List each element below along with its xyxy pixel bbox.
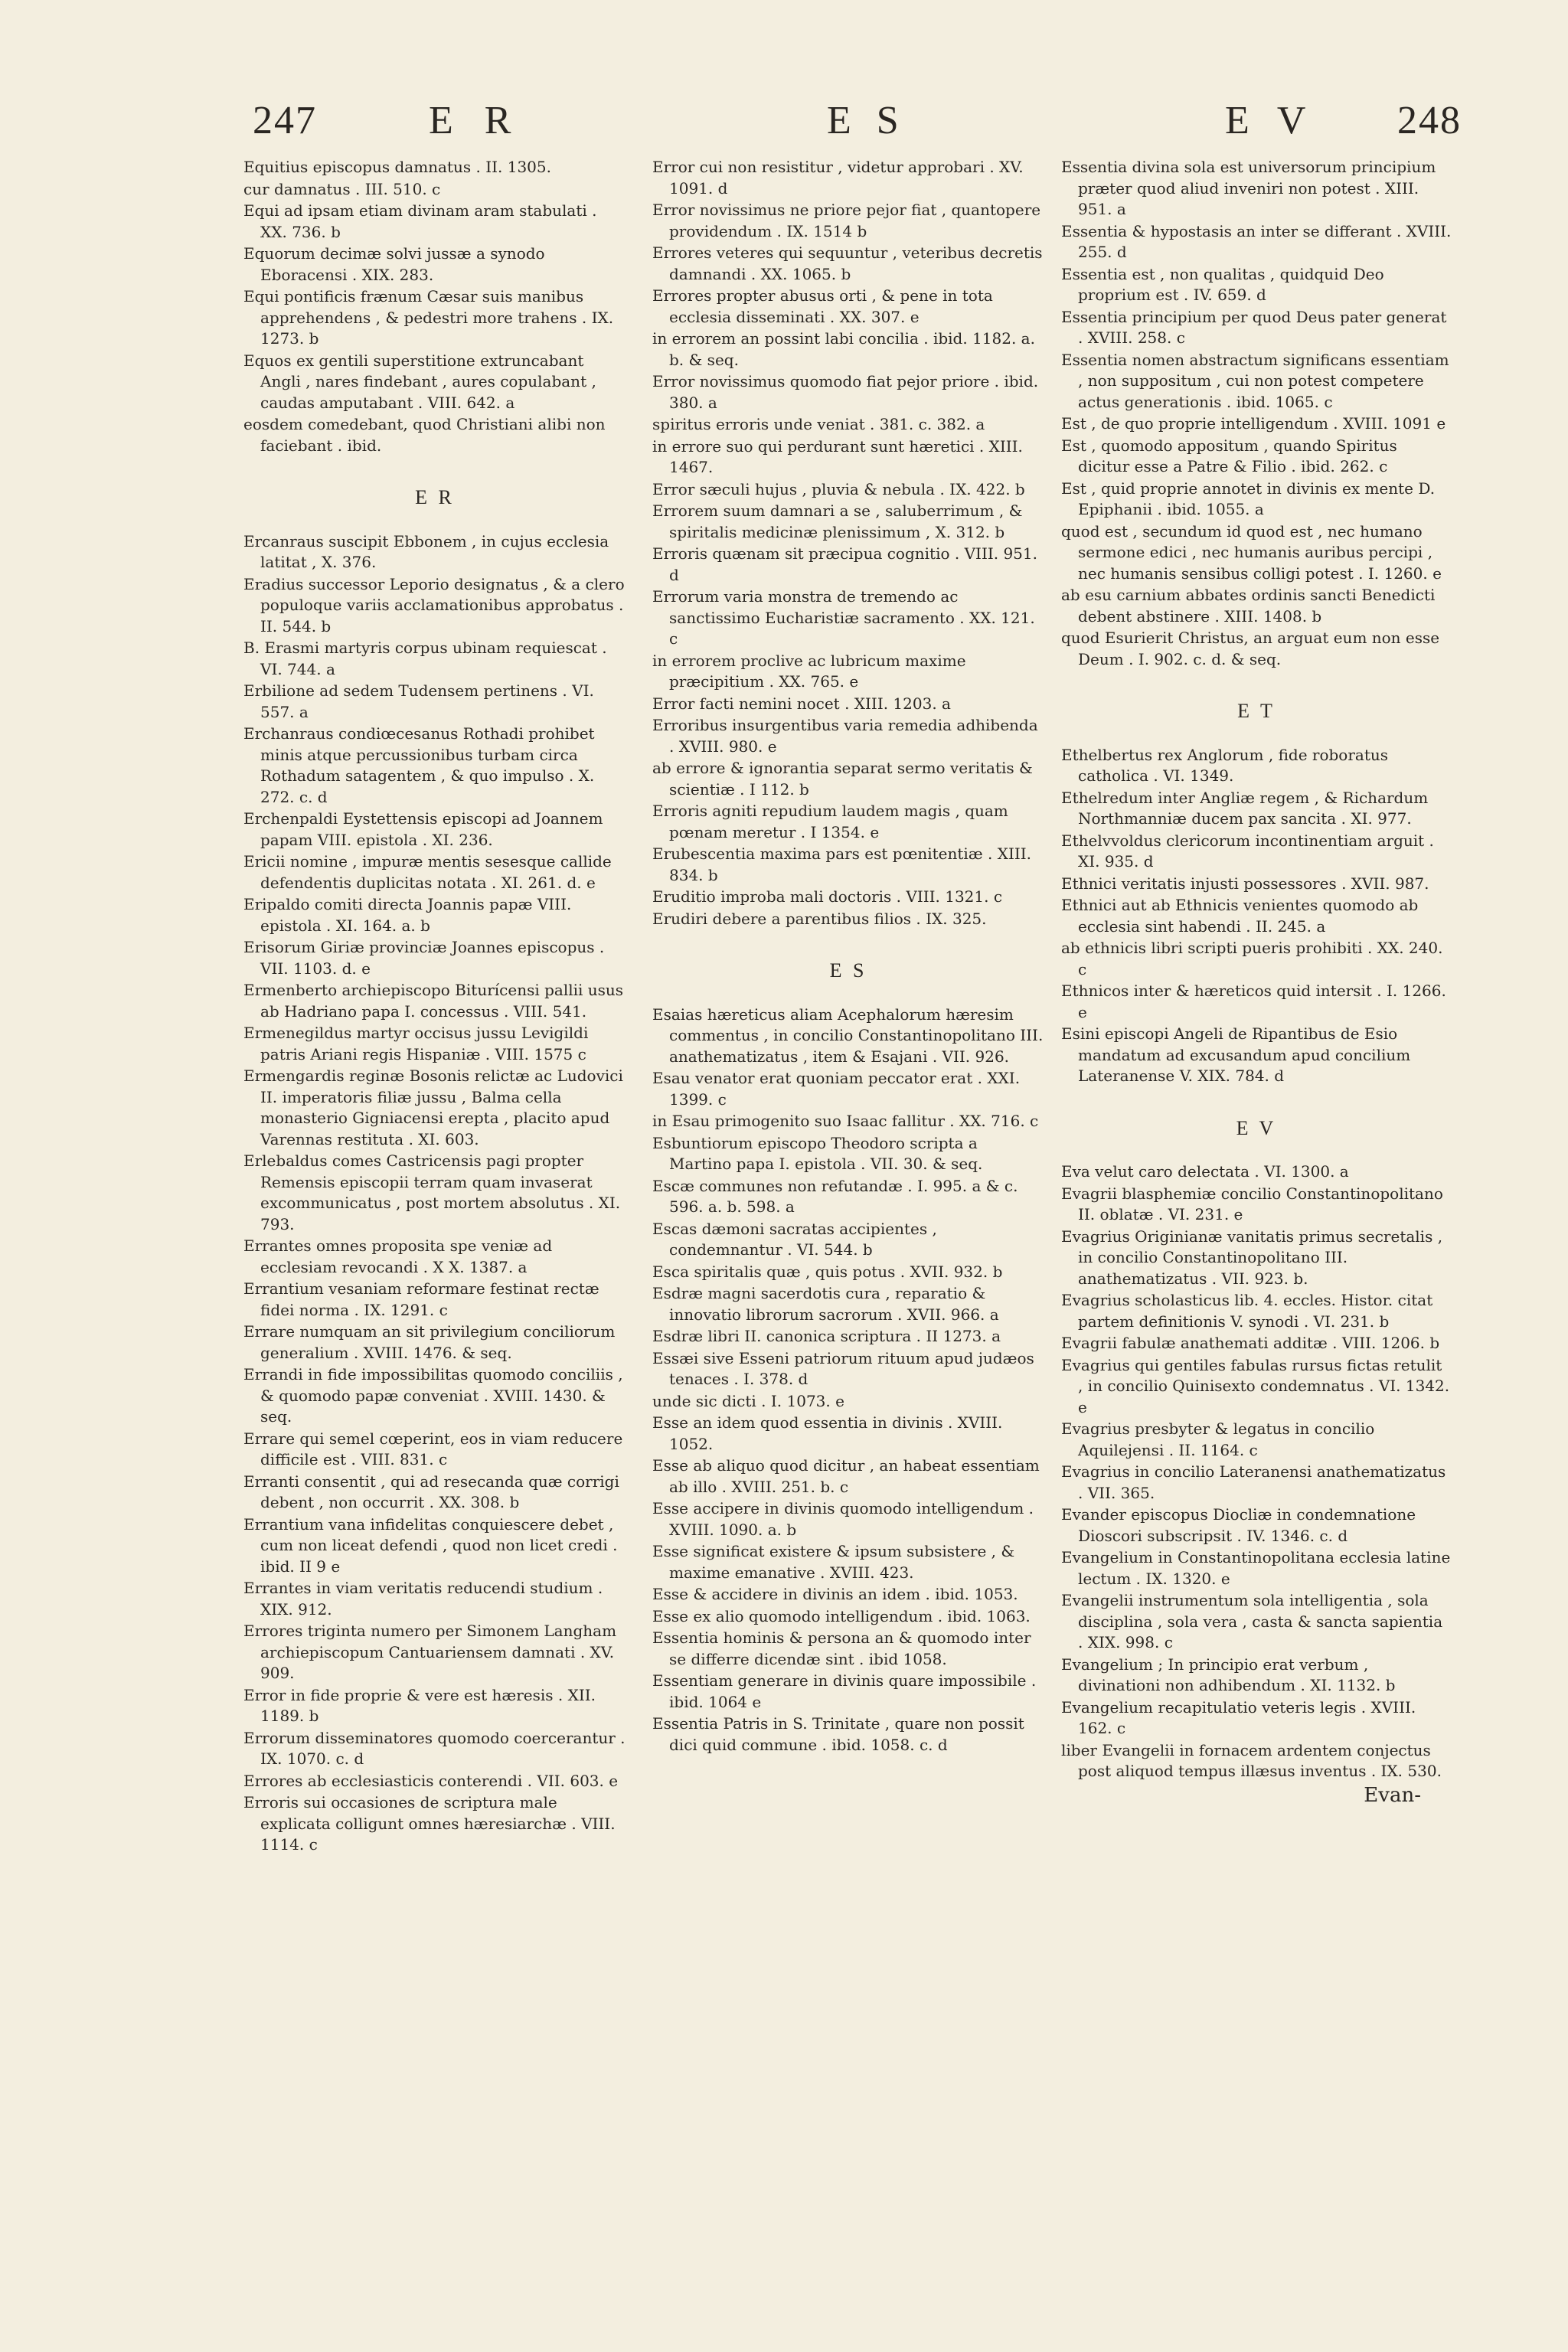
index-entry: Ercanraus suscipit Ebbonem , in cujus ecclesia latitat , X. 376.: [243, 531, 609, 571]
index-entry: Essentiam generare in divinis quare impossibile . ibid. 1064 e: [652, 1671, 1037, 1711]
index-entry: cur damnatus . III. 510. c: [243, 179, 441, 198]
index-entry: in Esau primogenito suo Isaac fallitur . XX. 716. c: [652, 1112, 1039, 1130]
index-entry: Errantes in viam veritatis reducendi studium . XIX. 912.: [243, 1579, 603, 1619]
index-entry: Errantes omnes proposita spe veniæ ad ecclesiam revocandi . X X. 1387. a: [243, 1236, 553, 1276]
index-entry: Escæ communes non refutandæ . I. 995. a & c. 596. a. b. 598. a: [652, 1176, 1018, 1216]
index-entry: Error facti nemini nocet . XIII. 1203. a: [652, 694, 951, 713]
index-entry: Evagrius qui gentiles fabulas rursus fictas retulit , in concilio Quinisexto condemnatus . VI. 1342. e: [1061, 1355, 1450, 1416]
index-entry: Esse & accidere in divinis an idem . ibid. 1053.: [652, 1585, 1018, 1603]
index-entry: Errores triginta numero per Simonem Langham archiepiscopum Cantuariensem damnati . XV. 909.: [243, 1622, 617, 1682]
section-heading: E R: [415, 486, 455, 508]
index-entry: Equitius episcopus damnatus . II. 1305.: [243, 158, 551, 176]
index-entry: Erroribus insurgentibus varia remedia adhibenda . XVIII. 980. e: [652, 716, 1038, 756]
index-entry: Est , de quo proprie intelligendum . XVIII. 1091 e: [1061, 414, 1446, 433]
index-entry: Error in fide proprie & vere est hæresis . XII. 1189. b: [243, 1685, 596, 1725]
index-entry: Essentia Patris in S. Trinitate , quare non possit dici quid commune . ibid. 1058. c. d: [652, 1714, 1024, 1754]
index-entry: Esaias hæreticus aliam Acephalorum hæresim commentus , in concilio Constantinopolitano III. anathematizatus , item & Esajani . VII. 926.: [652, 1004, 1044, 1066]
index-entry: Evangelii instrumentum sola intelligentia , sola disciplina , sola vera , casta & sancta sapientia . XIX. 998. c: [1061, 1591, 1443, 1651]
index-entry: quod est , secundum id quod est , nec humano sermone edici , nec humanis auribus percipi , nec humanis sensibus colligi potest . I. 1260. e: [1061, 521, 1442, 583]
running-header: [0, 98, 1568, 152]
index-entry: in errorem an possint labi concilia . ibid. 1182. a. b. & seq.: [652, 329, 1035, 369]
index-entry: ab errore & ignorantia separat sermo veritatis & scientiæ . I 112. b: [652, 759, 1033, 799]
index-entry: quod Esurierit Christus, an arguat eum non esse Deum . I. 902. c. d. & seq.: [1061, 629, 1440, 668]
index-entry: Evangelium ; In principio erat verbum , divinationi non adhibendum . XI. 1132. b: [1061, 1655, 1396, 1694]
index-entry: Error novissimus ne priore pejor fiat , quantopere providendum . IX. 1514 b: [652, 201, 1041, 240]
index-entry: spiritus erroris unde veniat . 381. c. 382. a: [652, 415, 985, 433]
index-column-left: [243, 157, 626, 1857]
page-number-right: 248: [1397, 99, 1462, 142]
index-entry: Esau venator erat quoniam peccator erat . XXI. 1399. c: [652, 1069, 1021, 1109]
index-entry: Evagrii fabulæ anathemati additæ . VIII. 1206. b: [1061, 1334, 1440, 1352]
index-entry: Eradius successor Leporio designatus , & a clero populoque variis acclamationibus approbatus . II. 544. b: [243, 574, 625, 635]
page-number-left: 247: [253, 99, 317, 142]
index-entry: Eruditio improba mali doctoris . VIII. 1321. c: [652, 887, 1003, 906]
index-entry: Ermenberto archiepiscopo Biturícensi pallii usus ab Hadriano papa I. concessus . VIII. 541.: [243, 981, 624, 1021]
index-entry: Erroris quænam sit præcipua cognitio . VIII. 951. d: [652, 544, 1037, 584]
index-entry: in errore suo qui perdurant sunt hæretici . XIII. 1467.: [652, 436, 1023, 476]
index-entry: Evander episcopus Diocliæ in condemnatione Dioscori subscripsit . IV. 1346. c. d: [1061, 1505, 1416, 1545]
index-entry: liber Evangelii in fornacem ardentem conjectus post aliquod tempus illæsus inventus . IX. 530.: [1061, 1740, 1442, 1780]
running-head-center: E S: [827, 99, 906, 142]
index-entry: Erchenpaldi Eystettensis episcopi ad Joannem papam VIII. epistola . XI. 236.: [243, 809, 603, 849]
index-entry: Est , quid proprie annotet in divinis ex mente D. Epiphanii . ibid. 1055. a: [1061, 479, 1436, 518]
index-entry: Esse ab aliquo quod dicitur , an habeat essentiam ab illo . XVIII. 251. b. c: [652, 1456, 1040, 1496]
section-heading: E T: [1237, 700, 1276, 722]
index-entry: Esdræ magni sacerdotis cura , reparatio & innovatio librorum sacrorum . XVII. 966. a: [652, 1284, 999, 1324]
index-entry: Errores ab ecclesiasticis conterendi . VII. 603. e: [243, 1771, 619, 1790]
index-entry: Eva velut caro delectata . VI. 1300. a: [1061, 1162, 1349, 1181]
index-entry: Erlebaldus comes Castricensis pagi propter Remensis episcopii terram quam invaserat excommunicatus , post mortem absolutus . XI. 793.: [243, 1152, 621, 1233]
index-entry: Evagrius scholasticus lib. 4. eccles. Histor. citat partem definitionis V. synodi . VI. 231. b: [1061, 1291, 1433, 1331]
index-entry: Evagrius in concilio Lateranensi anathematizatus . VII. 365.: [1061, 1462, 1446, 1502]
section-heading: E S: [829, 959, 867, 982]
index-entry: Esse accipere in divinis quomodo intelligendum . XVIII. 1090. a. b: [652, 1499, 1034, 1539]
index-entry: Essentia & hypostasis an inter se differant . XVIII. 255. d: [1061, 221, 1452, 261]
index-entry: Erroris agniti repudium laudem magis , quam pœnam meretur . I 1354. e: [652, 802, 1008, 841]
index-entry: Errorem suum damnari a se , saluberrimum , & spiritalis medicinæ plenissimum , X. 312. b: [652, 501, 1023, 541]
index-entry: Esca spiritalis quæ , quis potus . XVII. 932. b: [652, 1262, 1003, 1281]
index-entry: Erubescentia maxima pars est pœnitentiæ . XIII. 834. b: [652, 844, 1031, 884]
index-entry: Ethnicos inter & hæreticos quid intersit . I. 1266. e: [1061, 982, 1446, 1021]
index-entry: Ethnici veritatis injusti possessores . XVII. 987.: [1061, 874, 1429, 893]
index-entry: Errantium vana infidelitas conquiescere debet , cum non liceat defendi , quod non licet credi . ibid. II 9 e: [243, 1514, 618, 1576]
index-entry: Est , quomodo appositum , quando Spiritus dicitur esse a Patre & Filio . ibid. 262. c: [1061, 436, 1397, 475]
index-entry: Erudiri debere a parentibus filios . IX. 325.: [652, 909, 987, 928]
index-entry: Erranti consentit , qui ad resecanda quæ corrigi debent , non occurrit . XX. 308. b: [243, 1472, 619, 1511]
index-entry: Escas dæmoni sacratas accipientes , condemnantur . VI. 544. b: [652, 1219, 937, 1259]
index-entry: Evagrii blasphemiæ concilio Constantinopolitano II. oblatæ . VI. 231. e: [1061, 1184, 1443, 1223]
index-entry: unde sic dicti . I. 1073. e: [652, 1391, 844, 1410]
index-entry: Esdræ libri II. canonica scriptura . II 1273. a: [652, 1327, 1001, 1345]
index-entry: in errorem proclive ac lubricum maxime præcipitium . XX. 765. e: [652, 651, 966, 691]
catchword: Evan-: [1364, 1783, 1421, 1807]
index-entry: Errores propter abusus orti , & pene in tota ecclesia disseminati . XX. 307. e: [652, 286, 993, 326]
index-entry: Essentia principium per quod Deus pater generat . XVIII. 258. c: [1061, 307, 1447, 347]
index-entry: Ermenegildus martyr occisus jussu Levigildi patris Ariani regis Hispaniæ . VIII. 1575 c: [243, 1024, 589, 1063]
index-entry: Evangelium in Constantinopolitana ecclesia latine lectum . IX. 1320. e: [1061, 1548, 1451, 1588]
index-entry: Errare numquam an sit privilegium conciliorum generalium . XVIII. 1476. & seq.: [243, 1322, 616, 1362]
index-entry: Eripaldo comiti directa Joannis papæ VIII. epistola . XI. 164. a. b: [243, 895, 572, 935]
index-entry: Errorum varia monstra de tremendo ac sanctissimo Eucharistiæ sacramento . XX. 121. c: [652, 587, 1035, 648]
index-entry: Esse an idem quod essentia in divinis . XVIII. 1052.: [652, 1413, 1003, 1453]
index-entry: Erroris sui occasiones de scriptura male explicata colligunt omnes hæresiarchæ . VIII. 1114. c: [243, 1793, 616, 1854]
index-entry: Essentia nomen abstractum significans essentiam , non suppositum , cui non potest competere actus generationis . ibid. 1065. c: [1061, 350, 1449, 411]
index-entry: Essentia hominis & persona an & quomodo inter se differre dicendæ sint . ibid 1058.: [652, 1628, 1031, 1668]
index-entry: Equos ex gentili superstitione extruncabant Angli , nares findebant , aures copulabant , caudas amputabant . VIII. 642. a: [243, 351, 596, 412]
index-entry: Ericii nomine , impuræ mentis sesesque callide defendentis duplicitas notata . XI. 261. d. e: [243, 852, 612, 892]
index-entry: Equi pontificis frænum Cæsar suis manibus apprehendens , & pedestri more trahens . IX. 1273. b: [243, 287, 614, 348]
section-heading: E V: [1236, 1116, 1277, 1139]
running-head-right: E V: [1225, 99, 1315, 142]
index-entry: Ethelbertus rex Anglorum , fide roboratus catholica . VI. 1349.: [1061, 745, 1389, 785]
index-entry: Erchanraus condiœcesanus Rothadi prohibet minis atque percussionibus turbam circa Rothadum satagentem , & quo impulso . X. 272. c. d: [243, 724, 595, 806]
index-entry: ab esu carnium abbates ordinis sancti Benedicti debent abstinere . XIII. 1408. b: [1061, 586, 1436, 626]
index-entry: Esini episcopi Angeli de Ripantibus de Esio mandatum ad excusandum apud concilium Lateranense V. XIX. 784. d: [1061, 1024, 1411, 1085]
index-entry: Errores veteres qui sequuntur , veteribus decretis damnandi . XX. 1065. b: [652, 243, 1043, 283]
index-entry: Error cui non resistitur , videtur approbari . XV. 1091. d: [652, 158, 1024, 198]
index-entry: Errantium vesaniam reformare festinat rectæ fidei norma . IX. 1291. c: [243, 1279, 599, 1319]
index-entry: Esse significat existere & ipsum subsistere , & maxime emanative . XVIII. 423.: [652, 1542, 1015, 1582]
index-entry: Error novissimus quomodo fiat pejor priore . ibid. 380. a: [652, 372, 1039, 412]
index-entry: Evagrius presbyter & legatus in concilio Aquilejensi . II. 1164. c: [1061, 1419, 1375, 1459]
index-entry: Ethelredum inter Angliæ regem , & Richardum Northmanniæ ducem pax sancita . XI. 977.: [1061, 788, 1429, 828]
index-column-middle: [652, 157, 1044, 1756]
index-entry: Errandi in fide impossibilitas quomodo conciliis , & quomodo papæ conveniat . XVIII. 1430. & seq.: [243, 1365, 623, 1426]
index-entry: Error sæculi hujus , pluvia & nebula . IX. 422. b: [652, 479, 1025, 498]
index-entry: Evangelium recapitulatio veteris legis . XVIII. 162. c: [1061, 1697, 1416, 1737]
index-entry: Essentia divina sola est universorum principium præter quod aliud inveniri non potest . XIII. 951. a: [1061, 158, 1436, 218]
index-entry: Erisorum Giriæ provinciæ Joannes episcopus . VII. 1103. d. e: [243, 938, 605, 978]
index-entry: Essentia est , non qualitas , quidquid Deo proprium est . IV. 659. d: [1061, 264, 1384, 304]
index-entry: Erbilione ad sedem Tudensem pertinens . VI. 557. a: [243, 681, 594, 721]
index-entry: Ethnici aut ab Ethnicis venientes quomodo ab ecclesia sint habendi . II. 245. a: [1061, 896, 1419, 936]
index-entry: ab ethnicis libri scripti pueris prohibiti . XX. 240. c: [1061, 939, 1443, 978]
index-entry: B. Erasmi martyris corpus ubinam requiescat . VI. 744. a: [243, 639, 607, 678]
index-entry: Evagrius Originianæ vanitatis primus secretalis , in concilio Constantinopolitano III. anathematizatus . VII. 923. b.: [1061, 1227, 1443, 1288]
index-entry: Equi ad ipsam etiam divinam aram stabulati . XX. 736. b: [243, 201, 597, 241]
index-entry: Ermengardis reginæ Bosonis relictæ ac Ludovici II. imperatoris filiæ jussu , Balma cella monasterio Gigniacensi erepta , placito apud Varennas restituta . XI. 603.: [243, 1067, 623, 1148]
index-entry: Equorum decimæ solvi jussæ a synodo Eboracensi . XIX. 283.: [243, 244, 545, 284]
index-column-right: [1061, 157, 1452, 1806]
running-head-left: E R: [429, 99, 522, 142]
index-entry: Errare qui semel cœperint, eos in viam reducere difficile est . VIII. 831. c: [243, 1429, 623, 1468]
index-entry: Ethelvvoldus clericorum incontinentiam arguit . XI. 935. d: [1061, 831, 1434, 871]
index-entry: Errorum disseminatores quomodo coercerantur . IX. 1070. c. d: [243, 1728, 626, 1768]
index-entry: eosdem comedebant, quod Christiani alibi non faciebant . ibid.: [243, 415, 606, 455]
index-entry: Esse ex alio quomodo intelligendum . ibid. 1063.: [652, 1606, 1031, 1625]
index-entry: Esbuntiorum episcopo Theodoro scripta a Martino papa I. epistola . VII. 30. & seq.: [652, 1133, 983, 1173]
index-entry: Essæi sive Esseni patriorum rituum apud judæos tenaces . I. 378. d: [652, 1348, 1034, 1388]
